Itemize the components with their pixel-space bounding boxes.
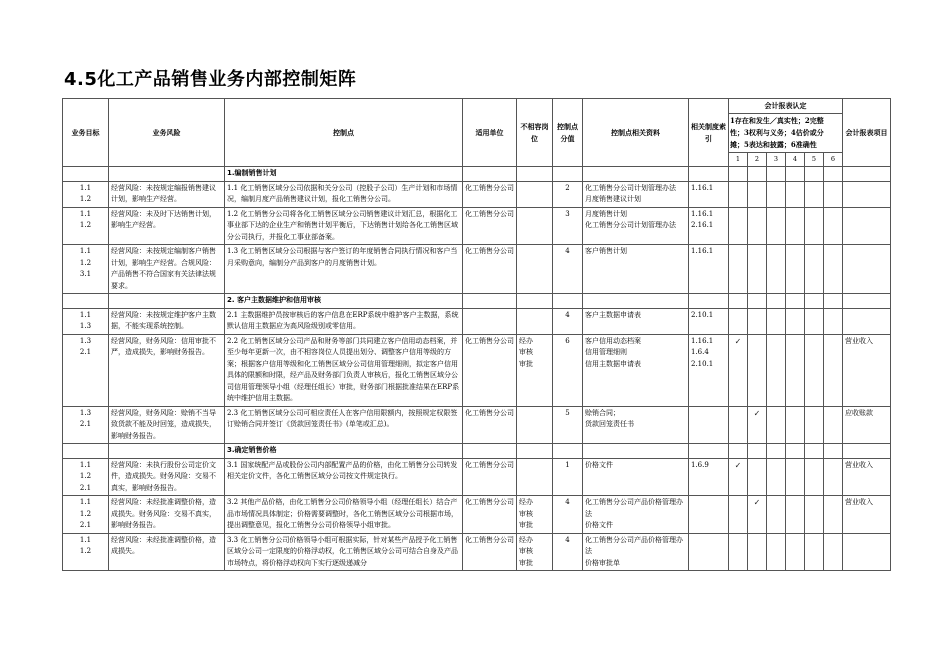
- assertion-cell-5: [805, 245, 824, 294]
- assertion-cell-5: [805, 207, 824, 245]
- assertion-cell-2: [748, 181, 767, 207]
- docs-cell: [583, 496, 689, 534]
- empty-cell: [767, 167, 786, 182]
- empty-cell: [767, 294, 786, 309]
- unit-cell: 化工销售分公司: [463, 207, 517, 245]
- risk-cell: 经营风险：未按规定编制客户销售计划，影响生产经营。合规风险：产品销售不符合国家有关法律法规要求。: [109, 245, 225, 294]
- goal-code: 3.1: [79, 270, 92, 278]
- risk-cell: 经营风险，财务风险：信用审批不严，造成损失，影响财务报告。: [109, 334, 225, 406]
- incompatible-cell: [517, 334, 553, 406]
- assertion-cell-2: [748, 406, 767, 444]
- score-cell: 3: [553, 207, 583, 245]
- assertion-cell-1: [729, 181, 748, 207]
- assertion-cell-6: [824, 245, 843, 294]
- ref-code: 2.10.1: [691, 310, 714, 319]
- empty-cell: [463, 167, 517, 182]
- empty-cell: [63, 444, 109, 459]
- header-goal: 业务目标: [63, 99, 109, 167]
- unit-cell: 化工销售分公司: [463, 334, 517, 406]
- control-cell: 1.1 化工销售区域分公司依据和关分公司（控股子公司）生产计划和市场情况，编制月度产品销售建议计划，报化工销售分公司。: [225, 181, 463, 207]
- incompatible-role: 审批: [519, 558, 533, 567]
- assertion-cell-5: [805, 533, 824, 571]
- table-row: [63, 181, 891, 207]
- control-cell: 2.3 化工销售区域分公司可相应责任人在客户信用限额内，按照规定权限签订赊销合同并签订《货款回笼责任书》(单笔或汇总)。: [225, 406, 463, 444]
- check-mark-icon: ✓: [734, 460, 742, 470]
- ref-cell: [689, 308, 729, 334]
- risk-cell: 经营风险，财务风险：赊销不当导致货款不能及时回笼，造成损失，影响财务报告。: [109, 406, 225, 444]
- header-control: 控制点: [225, 99, 463, 167]
- unit-cell: 化工销售分公司: [463, 496, 517, 534]
- assertion-col-1: 1: [729, 152, 748, 167]
- report-item-cell: 营业收入: [843, 458, 891, 496]
- control-cell: 2.1 主数据维护员按审核后的客户信息在ERP系统中维护客户主数据，系统默认信用主数据应为高风险级别或零信用。: [225, 308, 463, 334]
- empty-cell: [729, 294, 748, 309]
- empty-cell: [517, 444, 553, 459]
- empty-cell: [805, 167, 824, 182]
- assertion-cell-2: [748, 207, 767, 245]
- goal-cell: [63, 334, 109, 406]
- goal-code: 2.1: [79, 521, 92, 529]
- header-unit: 适用单位: [463, 99, 517, 167]
- header-incompatible: 不相容岗位: [517, 99, 553, 167]
- empty-cell: [748, 444, 767, 459]
- goal-cell: [63, 458, 109, 496]
- empty-cell: [553, 444, 583, 459]
- empty-cell: [767, 444, 786, 459]
- control-matrix-table: [62, 98, 891, 571]
- empty-cell: [748, 294, 767, 309]
- score-cell: 1: [553, 458, 583, 496]
- goal-code: 1.2: [79, 547, 92, 555]
- page-title: 4.5化工产品销售业务内部控制矩阵: [64, 69, 357, 90]
- doc-item: 化工销售分公司产品价格管理办法: [585, 498, 683, 518]
- docs-cell: [583, 245, 689, 294]
- ref-code: 1.16.1: [691, 183, 714, 192]
- ref-cell: [689, 406, 729, 444]
- ref-cell: [689, 496, 729, 534]
- ref-code: 1.6.4: [691, 348, 709, 356]
- goal-cell: [63, 496, 109, 534]
- assertion-cell-4: [786, 207, 805, 245]
- unit-cell: 化工销售分公司: [463, 181, 517, 207]
- ref-code: 2.16.1: [691, 221, 714, 229]
- ref-code: 1.16.1: [691, 247, 714, 255]
- empty-cell: [109, 167, 225, 182]
- docs-cell: [583, 207, 689, 245]
- control-cell: 1.3 化工销售区域分公司根据与客户签订的年度销售合同执行情况和客户当月采购意向，编制分产品到客户的月度销售计划。: [225, 245, 463, 294]
- doc-item: 化工销售分公司产品价格管理办法: [585, 535, 683, 555]
- empty-cell: [805, 444, 824, 459]
- doc-item: 客户销售计划: [585, 247, 627, 255]
- score-cell: 4: [553, 308, 583, 334]
- section-title: 1.编制销售计划: [225, 167, 463, 182]
- assertion-cell-6: [824, 207, 843, 245]
- goal-code: 1.3: [79, 322, 92, 330]
- section-title: 3.确定销售价格: [225, 444, 463, 459]
- incompatible-role: 经办: [519, 498, 533, 506]
- check-mark-icon: ✓: [734, 336, 742, 346]
- empty-cell: [729, 167, 748, 182]
- assertion-cell-1: [729, 334, 748, 406]
- section-row: [63, 167, 891, 182]
- empty-cell: [109, 444, 225, 459]
- docs-cell: [583, 406, 689, 444]
- assertion-col-2: 2: [748, 152, 767, 167]
- header-assertion: 会计报表认定: [729, 99, 843, 114]
- goal-code: 2.1: [79, 420, 92, 428]
- assertion-cell-1: [729, 496, 748, 534]
- empty-cell: [689, 294, 729, 309]
- assertion-cell-6: [824, 308, 843, 334]
- goal-code: 1.3: [79, 408, 92, 417]
- risk-cell: 经营风险：未经批准调整价格，造成损失。财务风险：交易不真实，影响财务报告。: [109, 496, 225, 534]
- docs-cell: [583, 181, 689, 207]
- goal-code: 2.1: [79, 348, 92, 356]
- assertion-legend-line: 性；3权利与义务；4估价或分: [730, 127, 824, 137]
- table-row: [63, 334, 891, 406]
- assertion-cell-6: [824, 533, 843, 571]
- empty-cell: [843, 444, 891, 459]
- empty-cell: [786, 294, 805, 309]
- empty-cell: [786, 444, 805, 459]
- incompatible-role: 审核: [519, 348, 533, 356]
- table-row: [63, 458, 891, 496]
- ref-cell: [689, 458, 729, 496]
- assertion-cell-4: [786, 458, 805, 496]
- empty-cell: [517, 167, 553, 182]
- assertion-cell-4: [786, 334, 805, 406]
- empty-cell: [63, 167, 109, 182]
- incompatible-cell: [517, 181, 553, 207]
- empty-cell: [583, 294, 689, 309]
- assertion-cell-6: [824, 458, 843, 496]
- goal-code: 1.1: [79, 460, 92, 469]
- assertion-cell-3: [767, 308, 786, 334]
- assertion-col-5: 5: [805, 152, 824, 167]
- incompatible-cell: [517, 458, 553, 496]
- doc-item: 货款回笼责任书: [585, 420, 634, 428]
- header-risk: 业务风险: [109, 99, 225, 167]
- unit-cell: 化工销售分公司: [463, 406, 517, 444]
- assertion-cell-4: [786, 308, 805, 334]
- goal-code: 1.2: [79, 195, 92, 203]
- assertion-cell-5: [805, 496, 824, 534]
- table-row: [63, 245, 891, 294]
- doc-item: 价格文件: [585, 460, 613, 469]
- control-cell: 3.1 国家统配产品或股份公司内部配置产品的价格，由化工销售分公司转发相关定价文件，各化工销售区域分公司按文件规定执行。: [225, 458, 463, 496]
- score-cell: 4: [553, 496, 583, 534]
- goal-cell: [63, 533, 109, 571]
- report-item-cell: [843, 245, 891, 294]
- empty-cell: [463, 444, 517, 459]
- ref-code: 1.16.1: [691, 336, 714, 345]
- assertion-cell-1: [729, 308, 748, 334]
- assertion-cell-1: [729, 207, 748, 245]
- table-row: [63, 496, 891, 534]
- ref-code: 1.16.1: [691, 209, 714, 218]
- header-ref: 相关制度索引: [689, 99, 729, 167]
- assertion-col-6: 6: [824, 152, 843, 167]
- empty-cell: [463, 294, 517, 309]
- header-docs: 控制点相关资料: [583, 99, 689, 167]
- section-row: [63, 444, 891, 459]
- empty-cell: [583, 444, 689, 459]
- doc-item: 信用主数据申请表: [585, 359, 641, 368]
- section-title: 2. 客户主数据维护和信用审核: [225, 294, 463, 309]
- score-cell: 5: [553, 406, 583, 444]
- doc-item: 客户信用动态档案: [585, 336, 641, 345]
- assertion-cell-2: [748, 533, 767, 571]
- assertion-cell-2: [748, 308, 767, 334]
- goal-cell: [63, 308, 109, 334]
- assertion-cell-6: [824, 334, 843, 406]
- doc-item: 客户主数据申请表: [585, 310, 641, 319]
- header-score: 控制点分值: [553, 99, 583, 167]
- unit-cell: 化工销售分公司: [463, 458, 517, 496]
- table-row: [63, 207, 891, 245]
- incompatible-cell: [517, 406, 553, 444]
- assertion-cell-1: [729, 245, 748, 294]
- goal-code: 1.2: [79, 509, 92, 518]
- doc-item: 月度销售建议计划: [585, 195, 641, 203]
- empty-cell: [805, 294, 824, 309]
- report-item-cell: [843, 207, 891, 245]
- docs-cell: [583, 458, 689, 496]
- assertion-cell-1: [729, 458, 748, 496]
- assertion-cell-2: [748, 458, 767, 496]
- docs-cell: [583, 334, 689, 406]
- incompatible-cell: [517, 245, 553, 294]
- score-cell: 2: [553, 181, 583, 207]
- incompatible-cell: [517, 207, 553, 245]
- report-item-cell: 应收账款: [843, 406, 891, 444]
- assertion-cell-4: [786, 245, 805, 294]
- ref-code: 1.6.9: [691, 460, 709, 469]
- assertion-cell-3: [767, 334, 786, 406]
- incompatible-role: 审批: [519, 359, 533, 368]
- incompatible-cell: [517, 496, 553, 534]
- empty-cell: [689, 167, 729, 182]
- empty-cell: [824, 444, 843, 459]
- unit-cell: [463, 308, 517, 334]
- table-row: [63, 308, 891, 334]
- control-cell: 3.2 其他产品价格，由化工销售分公司价格领导小组（经理任组长）结合产品市场情况具体制定；价格需要调整时，各化工销售区域分公司根据市场，提出调整意见，报化工销售分公司价格领导小组审批。: [225, 496, 463, 534]
- assertion-cell-5: [805, 458, 824, 496]
- assertion-cell-3: [767, 245, 786, 294]
- assertion-legend: [729, 113, 843, 152]
- report-item-cell: [843, 181, 891, 207]
- assertion-cell-3: [767, 181, 786, 207]
- goal-code: 1.1: [79, 310, 92, 319]
- goal-cell: [63, 245, 109, 294]
- check-mark-icon: ✓: [753, 408, 761, 418]
- goal-code: 1.1: [79, 209, 92, 218]
- empty-cell: [109, 294, 225, 309]
- empty-cell: [824, 294, 843, 309]
- empty-cell: [824, 167, 843, 182]
- control-cell: 1.2 化工销售分公司将各化工销售区域分公司销售建议计划汇总，根据化工事业部下达的企业生产和销售计划平衡后，下达销售计划给各化工销售区域分公司执行，并报化工事业部备案。: [225, 207, 463, 245]
- risk-cell: 经营风险：未按规定维护客户主数据，不能实现系统控制。: [109, 308, 225, 334]
- docs-cell: [583, 308, 689, 334]
- goal-code: 1.1: [79, 535, 92, 544]
- doc-item: 赊销合同；: [585, 408, 620, 417]
- empty-cell: [843, 294, 891, 309]
- unit-cell: 化工销售分公司: [463, 533, 517, 571]
- score-cell: 4: [553, 533, 583, 571]
- assertion-cell-4: [786, 496, 805, 534]
- goal-code: 1.1: [79, 183, 92, 192]
- doc-item: 月度销售计划: [585, 209, 627, 218]
- score-cell: 4: [553, 245, 583, 294]
- empty-cell: [748, 167, 767, 182]
- goal-code: 2.1: [79, 483, 92, 492]
- risk-cell: 经营风险：未经批准调整价格，造成损失。: [109, 533, 225, 571]
- goal-code: 1.2: [79, 472, 92, 480]
- empty-cell: [583, 167, 689, 182]
- assertion-cell-5: [805, 406, 824, 444]
- incompatible-role: 审批: [519, 521, 533, 529]
- assertion-cell-1: [729, 406, 748, 444]
- assertion-cell-3: [767, 207, 786, 245]
- goal-cell: [63, 181, 109, 207]
- ref-cell: [689, 207, 729, 245]
- goal-cell: [63, 406, 109, 444]
- incompatible-role: 审核: [519, 509, 533, 518]
- incompatible-role: 经办: [519, 336, 533, 345]
- assertion-cell-6: [824, 406, 843, 444]
- unit-cell: 化工销售分公司: [463, 245, 517, 294]
- assertion-cell-1: [729, 533, 748, 571]
- incompatible-role: 经办: [519, 535, 533, 544]
- assertion-cell-4: [786, 533, 805, 571]
- assertion-cell-3: [767, 406, 786, 444]
- report-item-cell: [843, 308, 891, 334]
- assertion-cell-3: [767, 496, 786, 534]
- assertion-cell-5: [805, 334, 824, 406]
- assertion-legend-line: 1存在和发生／真实性；2完整: [730, 115, 824, 125]
- doc-item: 信用管理细则: [585, 348, 627, 356]
- doc-item: 价格文件: [585, 521, 613, 529]
- ref-cell: [689, 245, 729, 294]
- assertion-cell-4: [786, 406, 805, 444]
- ref-code: 2.10.1: [691, 359, 714, 368]
- goal-code: 1.1: [79, 247, 92, 255]
- assertion-cell-2: [748, 245, 767, 294]
- doc-item: 价格审批单: [585, 558, 620, 567]
- risk-cell: 经营风险：未按规定编报销售建议计划，影响生产经营。: [109, 181, 225, 207]
- goal-code: 1.2: [79, 258, 92, 267]
- table-row: [63, 533, 891, 571]
- assertion-cell-4: [786, 181, 805, 207]
- ref-cell: [689, 533, 729, 571]
- doc-item: 化工销售分公司计划管理办法: [585, 221, 676, 229]
- empty-cell: [517, 294, 553, 309]
- assertion-cell-3: [767, 458, 786, 496]
- assertion-cell-5: [805, 181, 824, 207]
- doc-item: 化工销售分公司计划管理办法: [585, 183, 676, 192]
- empty-cell: [843, 167, 891, 182]
- incompatible-cell: [517, 308, 553, 334]
- table-row: [63, 406, 891, 444]
- ref-cell: [689, 334, 729, 406]
- empty-cell: [689, 444, 729, 459]
- report-item-cell: 营业收入: [843, 334, 891, 406]
- assertion-cell-2: [748, 496, 767, 534]
- risk-cell: 经营风险：未及时下达销售计划，影响生产经营。: [109, 207, 225, 245]
- incompatible-cell: [517, 533, 553, 571]
- goal-cell: [63, 207, 109, 245]
- empty-cell: [553, 294, 583, 309]
- goal-code: 1.2: [79, 221, 92, 229]
- ref-cell: [689, 181, 729, 207]
- empty-cell: [786, 167, 805, 182]
- report-item-cell: [843, 533, 891, 571]
- assertion-cell-3: [767, 533, 786, 571]
- assertion-cell-6: [824, 181, 843, 207]
- control-cell: 2.2 化工销售区域分公司产品和财务等部门共同建立客户信用动态档案，并至少每年更新一次，由不相容岗位人员提出划分、调整客户信用等级的方案；根据客户信用等级和化工销售区域分公司信用管理细则，拟定客户信用具体的限额和时限，经产品及财务部门负责人审核后，报化工销售区域分公司信用管理领导小组（经理任组长）审批，财务部门根据批准结果在ERP系统中维护信用主数据。: [225, 334, 463, 406]
- control-cell: 3.3 化工销售分公司价格领导小组可根据实际，针对某些产品授予化工销售区域分公司一定限度的价格浮动权，化工销售区域分公司可结合自身及产品市场特点，将价格浮动权向下实行逐级递减分: [225, 533, 463, 571]
- report-item-cell: 营业收入: [843, 496, 891, 534]
- goal-code: 1.3: [79, 336, 92, 345]
- assertion-col-4: 4: [786, 152, 805, 167]
- section-row: [63, 294, 891, 309]
- goal-code: 1.1: [79, 498, 92, 506]
- empty-cell: [63, 294, 109, 309]
- assertion-col-3: 3: [767, 152, 786, 167]
- check-mark-icon: ✓: [753, 498, 761, 507]
- empty-cell: [729, 444, 748, 459]
- assertion-cell-6: [824, 496, 843, 534]
- header-item: 会计报表项目: [843, 99, 891, 167]
- docs-cell: [583, 533, 689, 571]
- incompatible-role: 审核: [519, 547, 533, 555]
- risk-cell: 经营风险：未执行股份公司定价文件，造成损失。财务风险：交易不真实，影响财务报告。: [109, 458, 225, 496]
- empty-cell: [553, 167, 583, 182]
- assertion-cell-2: [748, 334, 767, 406]
- assertion-cell-5: [805, 308, 824, 334]
- matrix-body: [63, 167, 891, 571]
- assertion-legend-line: 摊；5表达和披露；6准确性: [730, 139, 817, 149]
- score-cell: 6: [553, 334, 583, 406]
